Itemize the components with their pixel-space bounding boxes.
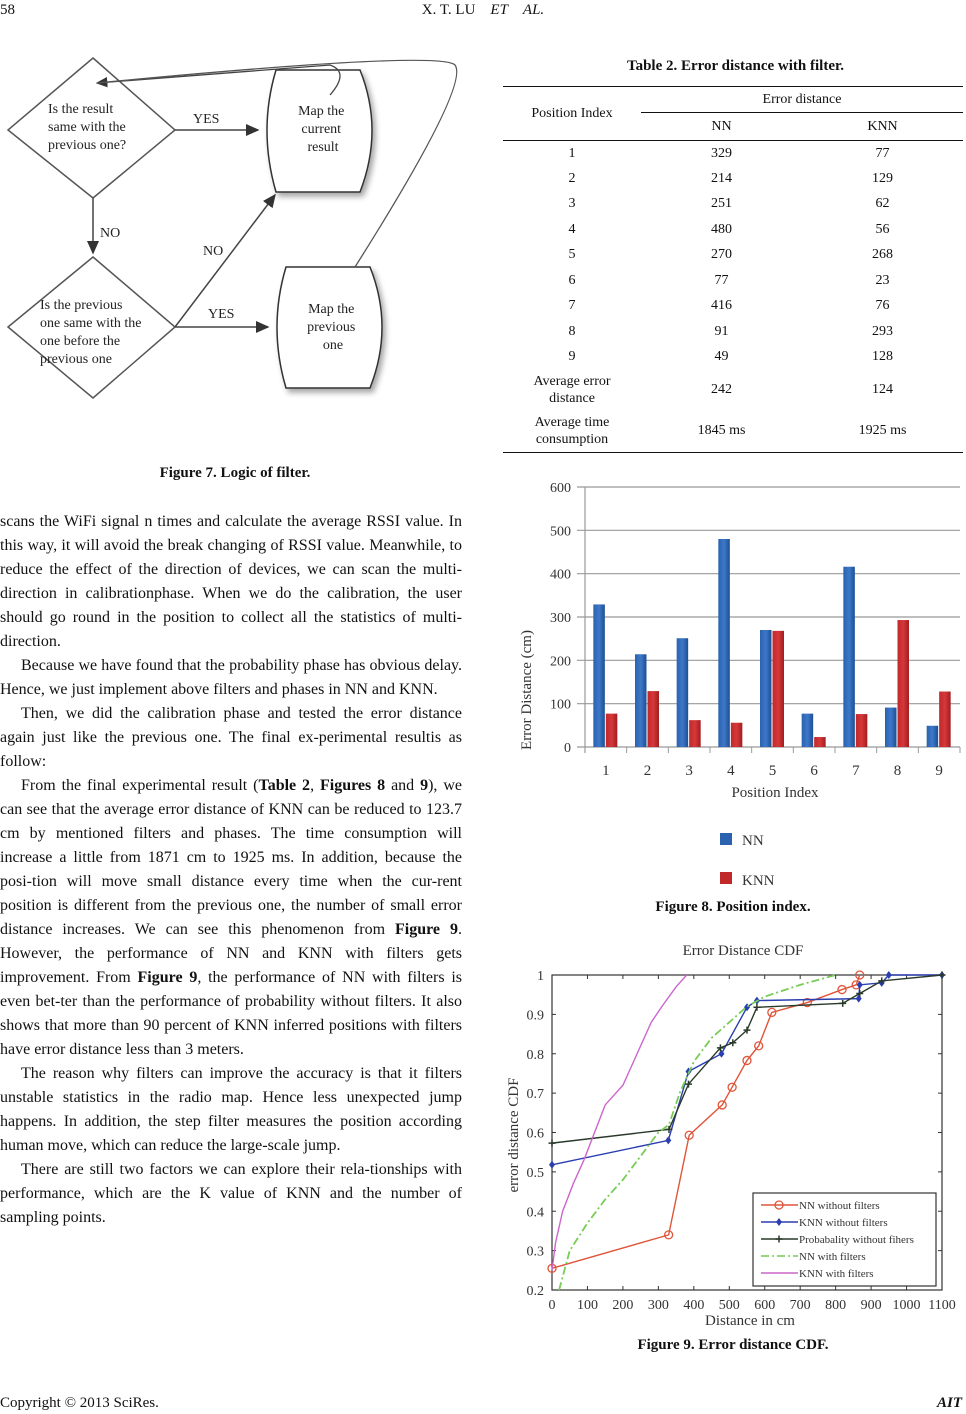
bar-nn-4	[718, 539, 730, 747]
avg-time-nn: 1845 ms	[697, 422, 746, 438]
process1-text: Map the current result	[298, 104, 345, 155]
ref-figure9[interactable]: 9	[420, 777, 429, 794]
cdf-ytick-label: 0.8	[526, 1047, 544, 1063]
ref-figures8[interactable]: Figures 8	[319, 777, 386, 794]
cdf-xtick-label: 900	[860, 1298, 882, 1313]
avg-time-knn: 1925 ms	[858, 422, 907, 438]
cdf-xtick-label: 0	[548, 1298, 556, 1313]
legend-label-nn: NN	[742, 833, 764, 849]
header-position-index: Position Index	[503, 87, 641, 141]
paragraph-5: The reason why filters can improve the accuracy is that it filters unstable statistics in the radio map. Hence less unexpected jump happens. In addition, the step filter measures the position according human move, which can reduce the large-scale jump.	[0, 1065, 462, 1154]
legend-swatch-knn	[720, 872, 732, 884]
bar-ytick-label: 0	[564, 741, 571, 756]
cell-position: 9	[568, 349, 576, 365]
page-number: 58	[0, 2, 15, 18]
bar-knn-5	[773, 631, 785, 747]
label-no-1: NO	[100, 226, 121, 241]
header-authors: X. T. LU	[421, 2, 476, 18]
cell-knn: 77	[875, 145, 890, 161]
cell-knn: 62	[875, 196, 890, 212]
cell-knn: 293	[872, 323, 893, 339]
cell-position: 4	[568, 221, 576, 237]
bar-ytick-label: 600	[550, 481, 571, 496]
figure7-caption: Figure 7. Logic of filter.	[159, 465, 311, 481]
running-header	[0, 2, 966, 19]
cdf-ytick-label: 0.3	[526, 1244, 544, 1260]
table-row	[503, 217, 963, 243]
bar-ylabel: Error Distance (cm)	[519, 630, 535, 750]
bar-nn-9	[927, 726, 939, 747]
cdf-xtick-label: 500	[718, 1298, 740, 1313]
bar-knn-9	[939, 692, 951, 747]
bar-nn-5	[760, 630, 772, 747]
cell-nn: 49	[714, 349, 729, 365]
cdf-legend-label: NN with filters	[799, 1251, 866, 1263]
bar-chart-figure8	[505, 475, 963, 890]
table2-title: Table 2. Error distance with filter.	[626, 58, 845, 74]
body-text	[0, 510, 462, 1230]
cdf-xtick-label: 1100	[928, 1298, 956, 1313]
paragraph-6: There are still two factors we can explore their rela-tionships with performance, which are the K value of KNN and the number of sampling points.	[0, 1161, 462, 1226]
cdf-legend-label: KNN with filters	[799, 1268, 874, 1280]
cdf-xtick-label: 700	[789, 1298, 811, 1313]
bar-knn-1	[606, 714, 618, 747]
bar-xtick-label: 4	[727, 763, 735, 779]
bar-ytick-label: 300	[550, 611, 571, 626]
footer-copyright: Copyright © 2013 SciRes.	[0, 1395, 159, 1411]
bar-ytick-label: 400	[550, 567, 571, 583]
avg-error-nn: 242	[711, 382, 732, 397]
cell-nn: 329	[711, 145, 732, 161]
cdf-ytick-label: 0.2	[526, 1284, 544, 1299]
paragraph-1: scans the WiFi signal n times and calculate the average RSSI value. In this way, it will avoid the break changing of RSSI value. Meanwhile, to reduce the effect of the direction of devices, we can scan the multi-direction in calibrationphase. When we do the calibration, the user should go round in the position to collect all the statistics of multi-direction.	[0, 513, 462, 650]
cell-nn: 270	[711, 247, 732, 263]
cell-knn: 128	[872, 349, 893, 365]
bar-xtick-label: 2	[643, 763, 652, 779]
cdf-ytick-label: 0.4	[526, 1205, 544, 1221]
bar-xtick-label: 1	[602, 763, 610, 779]
header-knn: KNN	[867, 118, 898, 134]
cdf-ytick-label: 0.5	[526, 1165, 544, 1181]
figure8-caption: Figure 8. Position index.	[655, 899, 811, 915]
header-nn: NN	[711, 118, 732, 134]
bar-knn-3	[689, 720, 701, 747]
cdf-legend-label: NN without filters	[799, 1200, 880, 1212]
bar-nn-8	[885, 708, 897, 747]
bar-nn-6	[802, 714, 814, 747]
cdf-xlabel: Distance in cm	[705, 1313, 795, 1329]
bar-knn-7	[856, 714, 868, 747]
cdf-legend-label: KNN without filters	[799, 1217, 888, 1229]
cell-nn: 214	[711, 170, 732, 186]
cell-position: 6	[568, 272, 576, 288]
label-yes-2: YES	[208, 307, 235, 322]
footer-journal: AIT	[936, 1395, 962, 1411]
decision1-text: Is the result same with the previous one?	[48, 102, 127, 153]
cell-nn: 251	[711, 196, 732, 212]
bar-nn-3	[677, 638, 689, 747]
cdf-xtick-label: 200	[612, 1298, 634, 1313]
label-average-time: Average time consumption	[534, 414, 610, 447]
cell-nn: 480	[711, 221, 732, 237]
paragraph-4: From the final experimental result (Table 2, Figures 8 and 9), we can see that the average error distance of KNN can be reduced to 123.7 cm by mentioned filters and phases. The time consumption will increase a little from 1871 cm to 1925 ms. In addition, because the posi-tion will move small distance every time when the cur-rent position is different from the previous one, the number of small error distance increases. We can see this phenomenon from Figure 9. However, the performance of NN and KNN with filters gets improvement. From Figure 9, the performance of NN with filters is even bet-ter than the performance of probability without filters. It also shows that more than 90 percent of KNN inferred positions with filters have error distance less than 3 meters.	[0, 777, 463, 1058]
bar-ytick-label: 200	[550, 654, 571, 670]
header-al: AL.	[522, 2, 545, 18]
bar-nn-7	[843, 567, 855, 747]
table-row	[503, 345, 963, 371]
bar-xtick-label: 5	[768, 763, 777, 779]
cell-position: 5	[568, 247, 576, 263]
cell-position: 2	[568, 170, 576, 186]
bar-ytick-label: 500	[550, 524, 571, 540]
cell-knn: 268	[872, 247, 893, 263]
cell-nn: 91	[714, 323, 729, 339]
bar-xtick-label: 6	[810, 763, 818, 779]
bar-nn-2	[635, 654, 647, 747]
table-row	[503, 192, 963, 218]
cdf-xtick-label: 400	[683, 1298, 705, 1313]
bar-knn-8	[898, 620, 910, 747]
label-no-2: NO	[203, 244, 224, 259]
header-error-distance: Error distance	[641, 87, 963, 113]
legend-label-knn: KNN	[742, 873, 775, 889]
figure9-caption: Figure 9. Error distance CDF.	[637, 1337, 829, 1353]
paragraph-3: Then, we did the calibration phase and tested the error distance again just like the previous one. The final ex-perimental resultis as follow:	[0, 705, 462, 770]
table-row-average-time	[503, 410, 963, 452]
cdf-ytick-label: 0.6	[526, 1126, 544, 1142]
label-yes-1: YES	[193, 112, 220, 127]
cdf-xtick-label: 300	[647, 1298, 669, 1313]
bar-xtick-label: 3	[685, 763, 693, 779]
cell-position: 3	[568, 196, 576, 212]
decision2-text: Is the previous one same with the one before the previous one	[40, 298, 142, 367]
cdf-xtick-label: 600	[754, 1298, 776, 1313]
table-row	[503, 268, 963, 294]
cdf-ylabel: error distance CDF	[506, 1077, 522, 1193]
avg-error-knn: 124	[872, 382, 893, 397]
bar-xtick-label: 9	[935, 763, 943, 779]
bar-knn-2	[648, 691, 660, 747]
cell-knn: 76	[875, 298, 890, 314]
cdf-ytick-label: 0.7	[526, 1087, 544, 1103]
cdf-xtick-label: 800	[825, 1298, 847, 1313]
ref-figure9[interactable]: Figure 9	[395, 921, 459, 938]
cdf-xtick-label: 100	[576, 1298, 598, 1313]
bar-nn-1	[593, 604, 605, 747]
table-row-average-error	[503, 370, 963, 410]
cell-nn: 416	[711, 298, 732, 314]
table-row	[503, 243, 963, 269]
cell-position: 1	[568, 145, 576, 161]
label-average-error: Average error distance	[533, 374, 611, 406]
header-et: ET	[490, 2, 508, 18]
cdf-chart-figure9	[500, 935, 966, 1330]
table-row	[503, 141, 963, 167]
bar-xlabel: Position Index	[731, 785, 819, 801]
ref-table2[interactable]: Table 2	[258, 777, 311, 794]
bar-xtick-label: 7	[852, 763, 860, 779]
bar-ytick-label: 100	[550, 697, 571, 713]
bar-xtick-label: 8	[893, 763, 902, 779]
process2-text: Map the previous one	[307, 302, 356, 353]
ref-figure9[interactable]: Figure 9	[137, 969, 198, 986]
cdf-ytick-label: 1	[537, 969, 544, 984]
cell-knn: 23	[875, 272, 890, 288]
cdf-legend-label: Probabality without fihers	[799, 1234, 914, 1246]
cell-position: 7	[568, 298, 576, 314]
cell-knn: 129	[872, 170, 893, 186]
bar-knn-6	[814, 737, 826, 747]
cdf-xtick-label: 1000	[892, 1298, 921, 1313]
cdf-title: Error Distance CDF	[682, 943, 804, 959]
cell-nn: 77	[714, 272, 729, 288]
table-row	[503, 294, 963, 320]
paragraph-2: Because we have found that the probability phase has obvious delay. Hence, we just implement above filters and phases in NN and KNN.	[0, 657, 462, 698]
table-row	[503, 166, 963, 192]
cell-knn: 56	[875, 221, 890, 237]
table-row	[503, 319, 963, 345]
legend-swatch-nn	[720, 833, 732, 845]
cell-position: 8	[568, 323, 576, 339]
flowchart-figure7	[0, 55, 466, 455]
bar-knn-4	[731, 723, 743, 747]
table2	[503, 86, 963, 453]
cdf-ytick-label: 0.9	[526, 1008, 544, 1024]
